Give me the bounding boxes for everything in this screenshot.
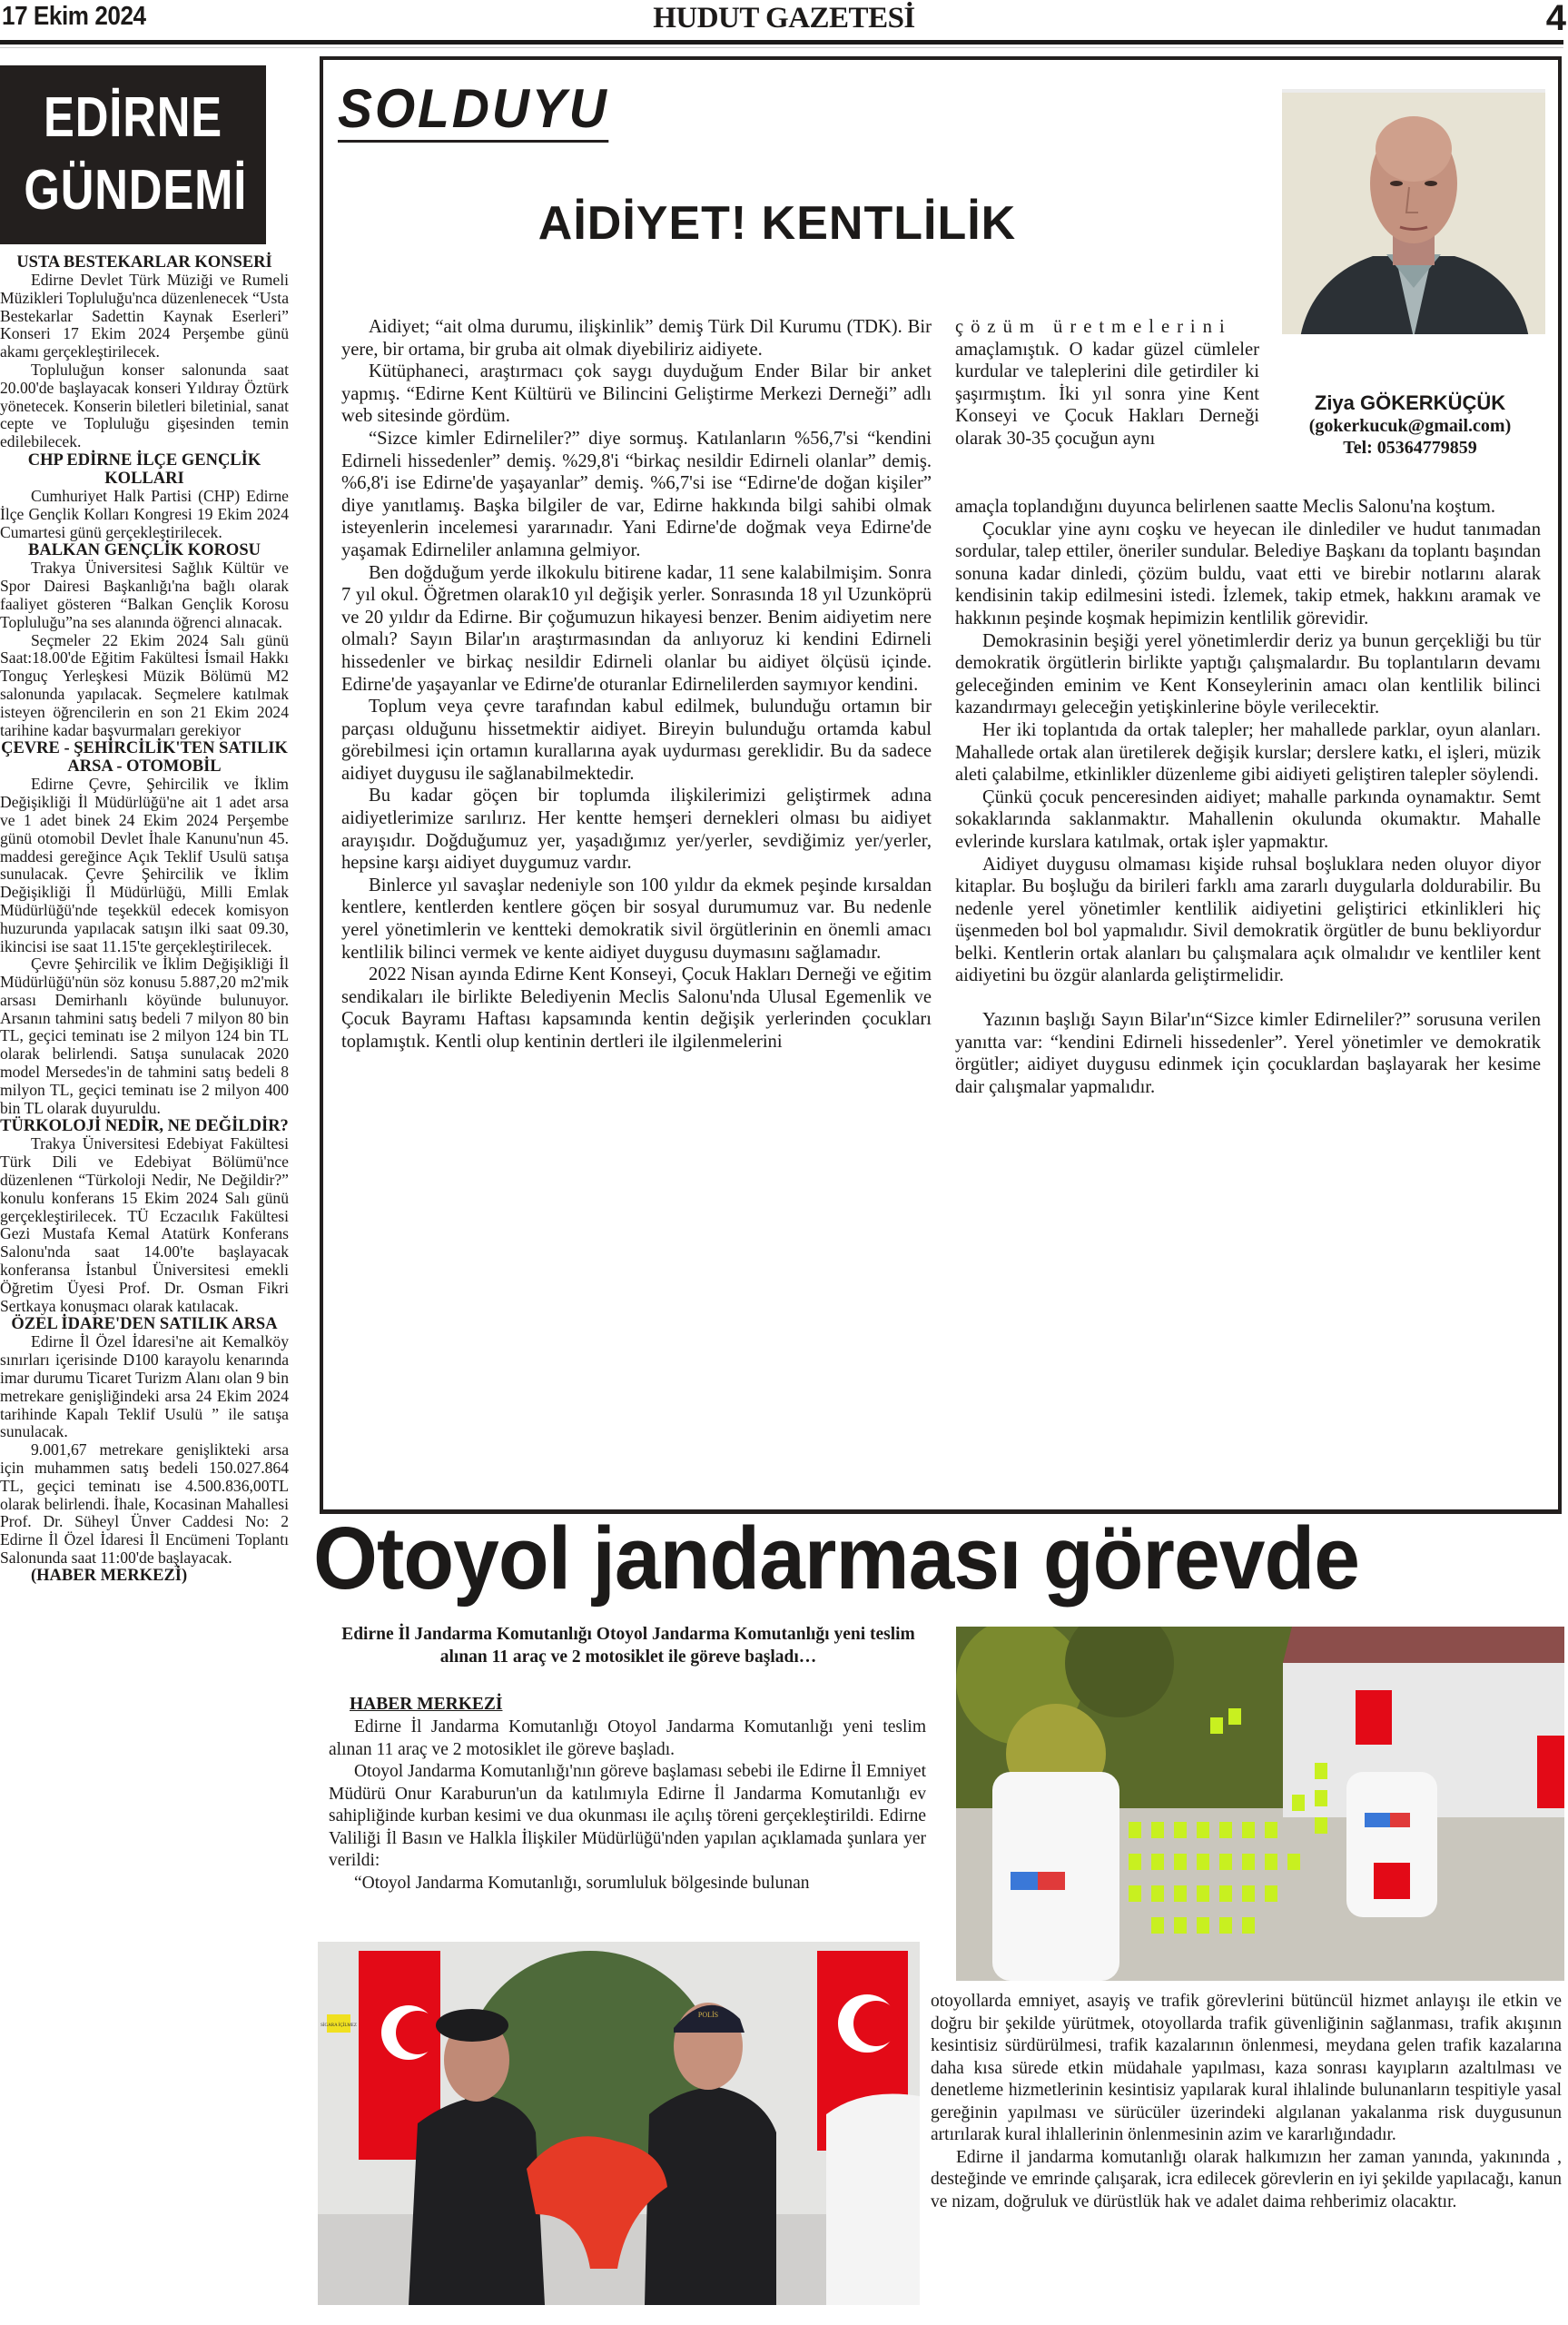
column-paragraph: Kütüphaneci, araştırmacı çok saygı duyduğum Ender Bilar bir anket yapmış. “Edirne Kent Kültürü ve Bilincini Geliştirme Merkezi Derneği” adlı web sitesinde gördüm. <box>341 361 932 427</box>
brief-paragraph: Seçmeler 22 Ekim 2024 Salı günü Saat:18.00'de Eğitim Fakültesi İsmail Hakkı Tonguç Yerleşkesi Müzik Bölümü M2 salonunda yapılacak. Seçmelere katılmak isteyen öğrencilerin en son 21 Ekim 2024 tarihine kadar başvurmaları gerekiyor <box>0 630 289 739</box>
header-rule-thin <box>0 47 1563 48</box>
column-paragraph: Binlerce yıl savaşlar nedeniyle son 100 yıldır da ekmek peşinde kırsaldan kentlere, kentlerden kentlere göçen bir sosyal durumumuz var. Bu nedenle yerel yönetimlerin ve kentteki demokratik sivil örgütlerinin en önemli amacı kentlilik bilinci vermek ve kente aidiyet duygusu duymasını sağlamadır. <box>341 875 932 963</box>
column-text-left <box>341 316 932 1054</box>
brief-paragraph: 9.001,67 metrekare genişlikteki arsa için muhammen satış bedeli 150.027.864 TL, geçici teminatı ise 4.500.836,00TL olarak belirlendi. İhale, Kocasinan Mahallesi Prof. Dr. Süheyl Ünver Caddesi No: 2 Edirne İl Özel İdaresi İl Encümeni Toplantı Salonunda saat 11:00'de başlayacak. <box>0 1440 289 1567</box>
brief-paragraph: Cumhuriyet Halk Partisi (CHP) Edirne İlçe Gençlik Kolları Kongresi 19 Ekim 2024 Cumartesi günü gerçekleştirilecek. <box>0 486 289 541</box>
section-header-line1: EDİRNE <box>43 86 223 149</box>
column-paragraph: Her iki toplantıda da ortak talepler; her mahallede parklar, oyun alanları. Mahallede ortak alan üretilerek değişik kurslar; derslere katkı, el işleri, müzik aleti çalabilme, etkinlikler düzenleme gibi aidiyeti geliştiren talepler söylendi. <box>955 719 1541 786</box>
brief-title: TÜRKOLOJİ NEDİR, NE DEĞİLDİR? <box>0 1117 289 1136</box>
news-subheadline: Edirne İl Jandarma Komutanlığı Otoyol Jandarma Komutanlığı yeni teslim alınan 11 araç ve 2 motosiklet ile göreve başladı… <box>341 1625 915 1667</box>
news-paragraph: otoyollarda emniyet, asayiş ve trafik görevlerini bütüncül hizmet anlayışı ile etkin ve doğru bir şekilde yürütmek, otoyollarda trafik güvenliğinin sağlanması, trafik akışının kesintisiz sürdürülmesi, trafik kazalarının önlenmesi, meydana gelen trafik kazalarına daha kısa sürede etkin müdahale yapılması, kaza sonrası kayıpların azaltılması ve denetleme hizmetlerinin kesintisiz yapılarak kural ihlalinde bulunanların tespitiyle yasal gereğinin yapılması ve sürücüler üzerindeki algılanan yakalanma risk duygusunun artırılarak kural ihlallerinin önlenmesinin azim ve kararlığındadır. <box>931 1992 1562 2144</box>
brief-title: BALKAN GENÇLİK KOROSU <box>28 541 261 560</box>
column-paragraph: Ben doğduğum yerde ilkokulu bitirene kadar, 11 sene kalabilmişim. Sonra 7 yıl okul. Öğretmen olarak10 yıl değişik yerler. Sonrasında 18 yıl Uzunköprü ve 20 yıldır da Edirne. Bir çoğumuzun hikayesi benzer. Benim aidiyetim nere olmalı? Sayın Bilar'ın araştırmasından da anlıyoruz ki kendini Edirneli hissedenler ve birkaç nesildir Edirneli olanlar bu aidiyet ölçüsü içinde. Edirne'de yaşayanlar ve Edirne'de oturanlar Edirnelilerden saymıyor kendini. <box>341 562 932 695</box>
news-briefs <box>0 244 289 1586</box>
issue-date: 17 Ekim 2024 <box>2 2 146 31</box>
brief-paragraph: Edirne Çevre, Şehircilik ve İklim Değişikliği İl Müdürlüğü'ne ait 1 adet arsa ve 1 adet binek 24 Ekim 2024 Perşembe günü otomobil Devlet İhale Kanunu'nun 45. maddesi gereğince Açık Teklif Usulü satışa sunulacak. Çevre Şehircilik ve İklim Değişikliği İl Müdürlüğü, Milli Emlak Müdürlüğü'nde teşekkül edecek komisyon huzurunda yapılacak satışın ilki saat 09.30, ikincisi ise saat 11.15'te gerçekleştirilecek. <box>0 775 289 955</box>
photo-sign: SİGARA İÇİLMEZ <box>321 2023 357 2028</box>
opinion-column-box <box>320 56 1562 1514</box>
column-paragraph: Çünkü çocuk penceresinden aidiyet; mahalle parkında oynamaktır. Semt sokaklarında saklanmaktır. Mahallenin okulunda okumaktır. Mahalle evlerinde kurslara katılmak, ortak işler yapmaktır. <box>955 787 1541 852</box>
column-paragraph: amaçla toplandığını duyunca belirlenen saatte Meclis Salonu'na koştum. <box>955 497 1496 517</box>
news-paragraph: Otoyol Jandarma Komutanlığı'nın göreve başlaması sebebi ile Edirne İl Emniyet Müdürü Onur Karaburun'un da katılımıyla Edirne İl Jandarma Komutanlığı ev sahipliğinde kurban kesimi ve dua okunması ile açılış töreni gerçekleştirildi. Edirne Valiliği İl Basın ve Halkla İlişkiler Müdürlüğü'nden yapılan açıklamada şunlara yer verildi: <box>329 1762 926 1870</box>
cap-text: POLİS <box>697 2011 719 2019</box>
aerial-photo-image <box>956 1627 1564 1981</box>
page-number: 4 <box>1545 0 1566 38</box>
author-photo <box>1282 89 1545 334</box>
column-closing-paragraph: Yazının başlığı Sayın Bilar'ın“Sizce kimler Edirneliler?” sorusuna verilen yanıtta var: “kendini Edirneli hissedenler”. Yerel yönetimler ve demokratik örgütler; aidiyet duygusu edinmek için çocuklardan başlayarak her kesime dair çalışmalar yapmalıdır. <box>955 1010 1541 1097</box>
handover-photo <box>318 1942 920 2305</box>
brief-paragraph: Topluluğun konser salonunda saat 20.00'de başlayacak konseri Yıldıray Öztürk yönetecek. Konserin biletleri biletinial, sanat cepte ve Topluluğu gişesinden temin edilebilecek. <box>0 360 289 451</box>
column-text-right <box>955 496 1541 1098</box>
handover-photo-image <box>318 1942 920 2305</box>
column-paragraph: Aidiyet duygusu olmaması kişide ruhsal boşluklara neden oluyor diyor kitaplar. Bu boşluğu da birileri farklı ama zararlı duygularla doldurabilir. Bu nedenle yerel yönetimler kentlilik aidiyetini geliştirici etkinlikleri hiç üşenmeden bol bol yapmalıdır. Sivil demokratik örgütler de bunu bekliyordur belki. Kentlerin ortak alanları bu çalışmalara açık olmalıdır ve kentliler kent aidiyetini bu özgür alanlarda geliştirmelidir. <box>955 854 1541 986</box>
column-text-right-top <box>955 316 1259 450</box>
column-paragraph: amaçlamıştık. O kadar güzel cümleler kurdular ve taleplerini dile getirdiler ki şaşırmıştım. İki yıl sonra yine Kent Konseyi ve Çocuk Hakları Derneği olarak 30-35 çocuğun aynı <box>955 339 1259 449</box>
brief-paragraph: Çevre Şehircilik ve İklim Değişikliği İl Müdürlüğü'nün söz konusu 5.887,20 m2'mik arsası Demirhanlı köyünde bulunuyor. Arsanın tahmini satış bedeli 7 milyon 80 bin TL, geçici teminatı ise 2 milyon 124 bin TL olarak belirlendi. Satışa sunulacak 2020 model Mersedes'in de tahmini satış bedeli 8 milyon TL, geçici teminatı ise 2 milyon 400 bin TL olarak duyuruldu. <box>0 955 289 1117</box>
brief-signature: (HABER MERKEZİ) <box>31 1566 188 1585</box>
column-logo: SOLDUYU <box>338 80 609 143</box>
column-paragraph: 2022 Nisan ayında Edirne Kent Konseyi, Çocuk Hakları Derneği ve eğitim sendikaları ile birlikte Belediyenin Meclis Salonu'nda Ulusal Egemenlik ve Çocuk Bayramı Haftası kapsamında kentin değişik yerlerinden çocukları toplamıştık. Kentli olup kentinin dertleri ile ilgilenmelerini <box>341 965 932 1052</box>
news-paragraph: Edirne İl Jandarma Komutanlığı Otoyol Jandarma Komutanlığı yeni teslim alınan 11 araç ve 2 motosiklet ile göreve başladı. <box>329 1717 926 1759</box>
section-header-line2: GÜNDEMİ <box>24 159 248 222</box>
brief-title: ÖZEL İDARE'DEN SATILIK ARSA <box>11 1315 278 1334</box>
author-info <box>1269 391 1551 459</box>
column-paragraph: Demokrasinin beşiği yerel yönetimlerdir deriz ya bunun gerçekliği bu tür demokratik örgütlerin birlikte yaptığı çalışmalardır. Bu toplantıların devamı geleceğinden eminim ve Kent Konseylerinin amacı olan kentlilik bilinci kazandırmayı geleceğin yetişkinlerine böyle verilecektir. <box>955 630 1541 718</box>
edirne-gundemi-column <box>0 65 300 1586</box>
column-paragraph: Toplum veya çevre tarafından kabul edilmek, bulunduğu ortamın bir parçası olduğunu hissetmektir aidiyet. Bireyin bulunduğu ortamda kabul görebilmesi için ortamın kurallarına ayak uydurması gereklidir. Bu da sadece aidiyet duygusu ile sağlanabilmektedir. <box>341 697 932 784</box>
brief-paragraph: Edirne İl Özel İdaresi'ne ait Kemalköy sınırları içerisinde D100 karayolu kenarında imar durumu Ticaret Turizm Alanı olan 9 bin metrekare genişliğindeki arsa 24 Ekim 2024 tarihinde Kapalı Teklif Usulü ” ile satışa sunulacak. <box>0 1332 289 1441</box>
brief-paragraph: Trakya Üniversitesi Sağlık Kültür ve Spor Dairesi Başkanlığı'na bağlı olarak faaliyet gösteren “Balkan Gençlik Korosu Topluluğu”na ses alanında öğrenci alınacak. <box>0 559 289 631</box>
masthead <box>0 0 1568 47</box>
author-name: Ziya GÖKERKÜÇÜK <box>1314 391 1506 414</box>
aerial-ceremony-photo <box>956 1627 1564 1981</box>
column-paragraph: Bu kadar göçen bir toplumda ilişkilerimizi geliştirmek adına aidiyetlerimize sarılırız. Her kentte hemşeri dernekleri olması bu aidiyet arayışıdır. Doğduğumuz yer, yaşadığımız yer/yerler, sevdiğimiz yer/yerler, hepsine karşı aidiyet duygumuz vardır. <box>341 786 932 874</box>
section-header-box <box>0 65 266 244</box>
author-phone: Tel: 05364779859 <box>1343 438 1477 458</box>
news-paragraph: “Otoyol Jandarma Komutanlığı, sorumluluk bölgesinde bulunan <box>354 1873 810 1893</box>
header-rule <box>0 40 1563 45</box>
brief-title: ÇEVRE - ŞEHİRCİLİK'TEN SATILIK ARSA - OTOMOBİL <box>1 739 288 777</box>
news-body-continued <box>931 1991 1562 2213</box>
author-portrait-image <box>1282 93 1545 334</box>
column-title: AİDİYET! KENTLİLİK <box>537 197 1017 250</box>
column-paragraph: “Sizce kimler Edirneliler?” diye sormuş. Katılanların %56,7'si “kendini Edirneli hissedenler” demiş. %29,8'i “birkaç nesildir Edirneli olanlar” demiş. %6,8'i ise Edirne'de yaşayanlar” demiş. %6,7'si ise “Edirne'de doğan kişiler” diye yanıtlamış. Başka bilgiler de var, Edirne hakkında bilgi sahibi olmak isteyenlerin incelemesi yararınadır. Yani Edirne'de doğmak veya Edirne'de yaşamak Edirneliler anlamına gelmiyor. <box>341 428 932 560</box>
author-email[interactable]: (gokerkucuk@gmail.com) <box>1308 416 1512 436</box>
newspaper-title: HUDUT GAZETESİ <box>653 2 915 35</box>
paragraph-spacer <box>955 987 1541 1009</box>
news-byline: HABER MERKEZİ <box>350 1695 503 1714</box>
brief-title: CHP EDİRNE İLÇE GENÇLİK KOLLARI <box>27 450 261 488</box>
news-body <box>329 1717 926 1895</box>
brief-title: USTA BESTEKARLAR KONSERİ <box>16 253 272 272</box>
news-headline: Otoyol jandarması görevde <box>313 1509 1360 1608</box>
column-paragraph: çözüm üretmelerini <box>955 317 1232 337</box>
news-paragraph: Edirne il jandarma komutanlığı olarak halkımızın her zaman yanında, yakınında , desteğinde ve emrinde çalışarak, icra edilecek görevlerin en iyi şekilde yapılacağı, kanun ve nizam, doğruluk ve dürüstlük hak ve adalet daima rehberimiz olacaktır. <box>931 2147 1562 2211</box>
brief-paragraph: Edirne Devlet Türk Müziği ve Rumeli Müzikleri Topluluğu'nca düzenlenecek “Usta Bestekarlar Sadettin Kaynak Eserleri” Konseri 17 Ekim 2024 Perşembe günü akamı gerçekleştirilecek. <box>0 271 289 361</box>
column-paragraph: Aidiyet; “ait olma durumu, ilişkinlik” demiş Türk Dil Kurumu (TDK). Bir yere, bir ortama, bir gruba ait olmak diyebiliriz aidiyete. <box>341 317 932 360</box>
brief-paragraph: Trakya Üniversitesi Edebiyat Fakültesi Türk Dili ve Edebiyat Bölümü'nce düzenlenen “Türkoloji Nedir, Ne Değildir?” konulu konferans 15 Ekim 2024 Salı günü gerçekleştirilecek. TÜ Eczacılık Fakültesi Gezi Mustafa Kemal Atatürk Konferans Salonu'nda saat 14.00'te başlayacak konferansa İstanbul Üniversitesi emekli Öğretim Üyesi Prof. Dr. Osman Fikri Sertkaya konuşmacı olarak katılacak. <box>0 1134 289 1315</box>
turkish-flag-photo <box>1356 1690 1392 1745</box>
column-paragraph: Çocuklar yine aynı coşku ve heyecan ile dinlediler ve hudut tanımadan sordular, talep ettiler, öneriler sundular. Belediye Başkanı da toplantı başından sonuna kadar dinledi, çözüm buldu, vaat etti ve birebir notlarını alarak kendisinin takip edilmesini istedi. İzlemek, takip etmek, hakkını aramak ve hakkının peşinde koşmak hepimizin kentlilik görevidir. <box>955 519 1541 628</box>
